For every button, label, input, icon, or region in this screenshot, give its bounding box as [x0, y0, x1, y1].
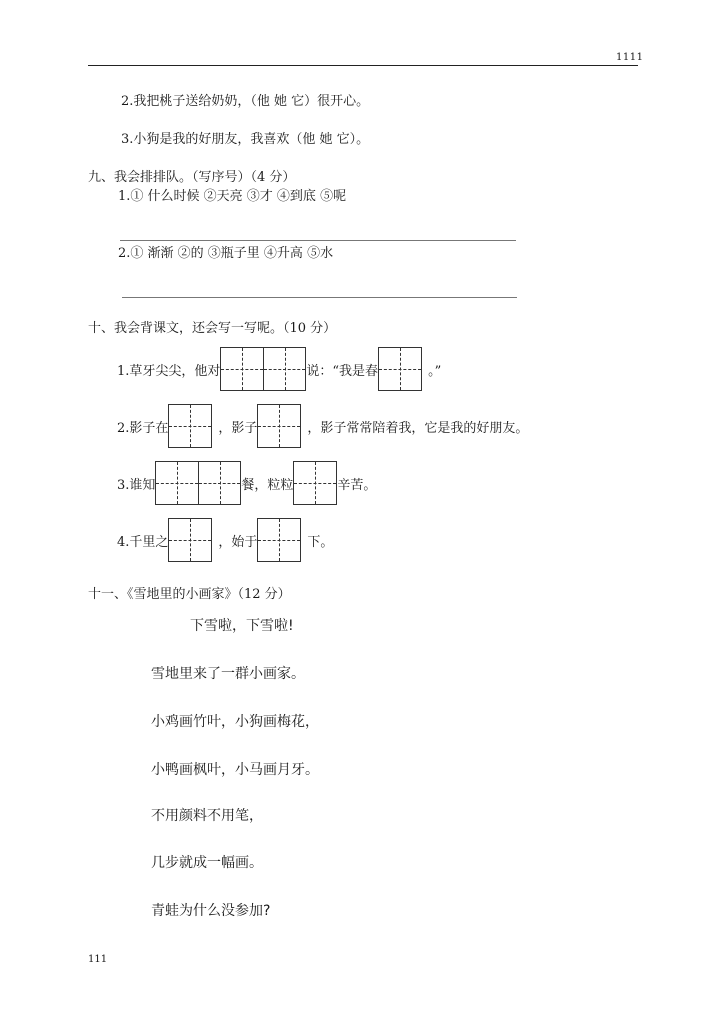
q2-text-before: 2.影子在	[117, 420, 169, 436]
writing-cell[interactable]	[169, 405, 211, 447]
footer-page-number: 111	[88, 954, 108, 965]
section9-title: 九、我会排排队。（写序号）（4 分）	[88, 170, 296, 185]
prev-question-3: 3.小狗是我的好朋友，我喜欢（他 她 它）。	[121, 132, 370, 147]
poem-line-1: 下雪啦，下雪啦!	[190, 618, 294, 634]
writing-cell[interactable]	[198, 462, 240, 504]
section9-question-1: 1.① 什么时候 ②天亮 ③才 ④到底 ⑤呢	[118, 189, 347, 204]
writing-grid-q3b[interactable]	[293, 461, 337, 505]
prev-question-2: 2.我把桃子送给奶奶，（他 她 它）很开心。	[121, 94, 370, 109]
writing-cell[interactable]	[258, 405, 300, 447]
poem-line-4: 小鸭画枫叶，小马画月牙。	[151, 762, 319, 778]
section10-title: 十、我会背课文，还会写一写呢。（10 分）	[88, 321, 337, 336]
poem-line-7: 青蛙为什么没参加?	[151, 903, 271, 919]
q3-text-before: 3.谁知	[117, 477, 156, 493]
section10-question-1	[117, 347, 441, 391]
writing-cell[interactable]	[263, 348, 305, 390]
section11-title: 十一、《雪地里的小画家》（12 分）	[88, 587, 291, 602]
header-page-number: 1111	[616, 52, 644, 63]
writing-cell[interactable]	[169, 519, 211, 561]
q3-text-middle: 餐，粒粒	[241, 477, 294, 493]
poem-line-2: 雪地里来了一群小画家。	[151, 666, 305, 682]
q4-text-after: 下。	[307, 534, 334, 550]
writing-grid-q1a[interactable]	[220, 347, 306, 391]
poem-line-3: 小鸡画竹叶，小狗画梅花，	[151, 714, 319, 730]
q2-text-after: ，影子常常陪着我，它是我的好朋友。	[307, 420, 529, 436]
writing-grid-q2a[interactable]	[168, 404, 212, 448]
q2-text-middle: ，影子	[218, 420, 258, 436]
poem-line-5: 不用颜料不用笔，	[151, 808, 263, 824]
q3-text-after: 辛苦。	[337, 477, 377, 493]
section10-question-3	[117, 461, 376, 505]
writing-grid-q1b[interactable]	[378, 347, 422, 391]
q4-text-before: 4.千里之	[117, 534, 169, 550]
answer-line-1[interactable]	[120, 240, 516, 241]
section10-question-2	[117, 404, 528, 448]
writing-cell[interactable]	[294, 462, 336, 504]
writing-cell[interactable]	[221, 348, 263, 390]
writing-cell[interactable]	[156, 462, 198, 504]
answer-line-2[interactable]	[122, 297, 517, 298]
poem-line-6: 几步就成一幅画。	[151, 855, 263, 871]
section10-question-4	[117, 518, 333, 562]
writing-cell[interactable]	[379, 348, 421, 390]
q1-text-before: 1.草牙尖尖，他对	[117, 363, 221, 379]
writing-grid-q4b[interactable]	[257, 518, 301, 562]
section9-question-2: 2.① 渐渐 ②的 ③瓶子里 ④升高 ⑤水	[118, 246, 334, 261]
writing-cell[interactable]	[258, 519, 300, 561]
writing-grid-q4a[interactable]	[168, 518, 212, 562]
header-rule	[88, 65, 638, 66]
q1-text-after: 。”	[428, 363, 442, 379]
q1-text-middle: 说：“我是春	[306, 363, 379, 379]
writing-grid-q2b[interactable]	[257, 404, 301, 448]
writing-grid-q3a[interactable]	[155, 461, 241, 505]
q4-text-middle: ，始于	[218, 534, 258, 550]
